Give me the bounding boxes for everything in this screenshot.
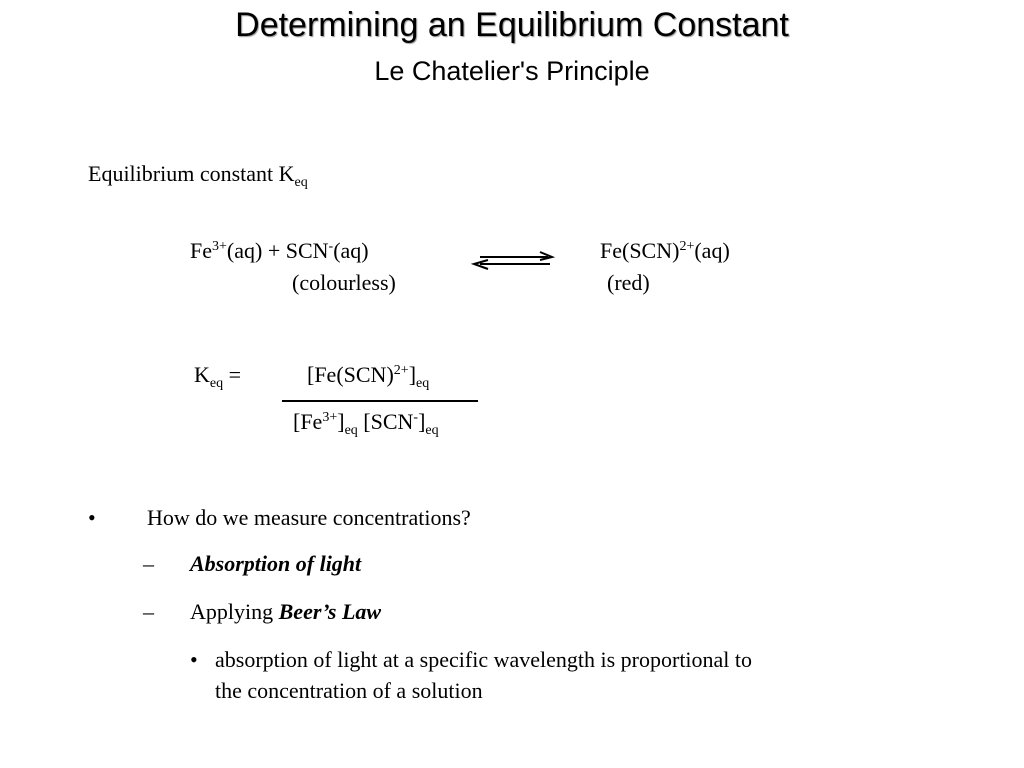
dash-icon: – <box>143 599 154 624</box>
fraction-line <box>282 400 478 402</box>
slide-title: Determining an Equilibrium Constant <box>235 6 789 44</box>
reactants: $Fe^{3+}(aq) + SCN^-(aq)$ <box>190 238 369 263</box>
absorption-item: Absorption of light <box>190 551 362 576</box>
product: Fe(SCN)$^{2+}$(aq) <box>600 238 730 263</box>
equilibrium-arrows-icon <box>470 250 560 272</box>
sub-bullet-icon: • <box>190 647 198 672</box>
slide-subtitle: Le Chatelier's Principle <box>374 56 650 86</box>
sub-bullet-line-2: the concentration of a solution <box>215 678 483 703</box>
dash-icon: – <box>143 551 154 576</box>
equilibrium-constant-label: Equilibrium constant $K_{eq}$ <box>88 161 308 190</box>
beers-law-item: Applying Beer’s Law <box>190 599 382 624</box>
sub-bullet-line-1: absorption of light at a specific wavelength is proportional to <box>215 647 753 672</box>
reactant-colour: (colourless) <box>292 270 396 295</box>
product-colour: (red) <box>607 270 650 295</box>
bullet-icon: • <box>88 505 96 530</box>
keq-denominator: $[Fe^{3+}]_{eq}$ $[SCN^-]_{eq}$ <box>293 409 439 438</box>
keq-symbol: $K_{eq}$ = <box>194 362 242 391</box>
keq-numerator: $[Fe(SCN)^{2+}]_{eq}$ <box>307 362 430 391</box>
question-text: How do we measure concentrations? <box>147 505 471 530</box>
